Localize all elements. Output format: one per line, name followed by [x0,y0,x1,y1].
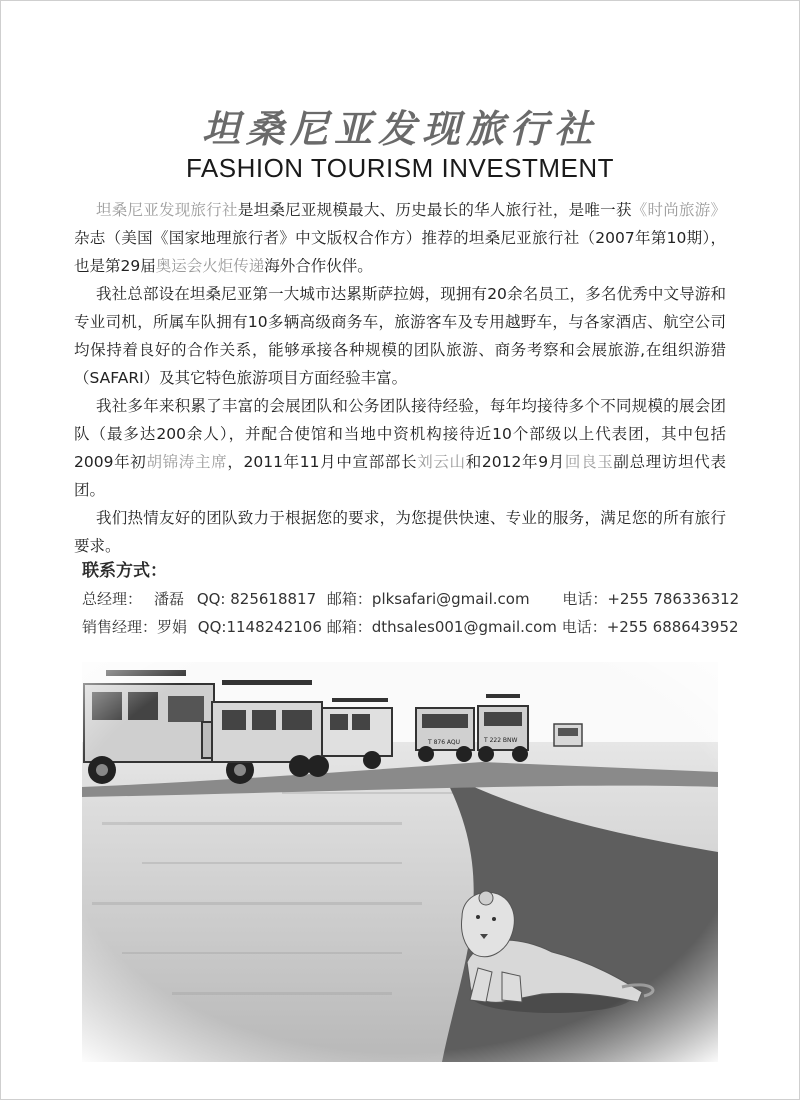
paragraph-headquarters: 我社总部设在坦桑尼亚第一大城市达累斯萨拉姆，现拥有20余名员工，多名优秀中文导游和专业司机，所属车队拥有10多辆高级商务车，旅游客车及专用越野车，与各家酒店、航空公司均保持着良好的合作关系，能够承接各种规模的团队旅游、商务考察和会展旅游,在组织游猎（SAFARI）及其它特色旅游项目方面经验丰富。 [74,285,726,387]
highlight-hu: 胡锦涛主席 [146,453,228,471]
paragraph-intro: 坦桑尼亚发现旅行社是坦桑尼亚规模最大、历史最长的华人旅行社，是唯一获《时尚旅游》杂志（美国《国家地理旅行者》中文版权合作方）推荐的坦桑尼亚旅行社（2007年第10期），也是第29届奥运会火炬传递海外合作伙伴。 [74,201,726,275]
highlight-liu: 刘云山 [417,453,466,471]
contact-name: 潘磊 [154,590,185,608]
magazine-name: 《时尚旅游》 [631,201,726,219]
contact-row-sales [82,616,739,637]
paragraph-service: 我们热情友好的团队致力于根据您的要求，为您提供快速、专业的服务，满足您的所有旅行要求。 [74,509,726,555]
contact-phone: 电话：+255 688643952 [561,618,739,636]
contact-role: 销售经理：罗娟 [82,618,188,636]
contact-email[interactable]: 邮箱：plksafari@gmail.com [326,590,530,608]
safari-photo [82,662,718,1062]
agency-name: 坦桑尼亚发现旅行社 [96,201,238,219]
contact-phone: 电话：+255 786336312 [562,590,740,608]
page-title: 坦桑尼亚发现旅行社 [201,106,598,151]
safari-photo-illustration [82,662,718,1062]
body-text [74,196,726,560]
olympic-torch: 奥运会火炬传递 [155,257,265,275]
contact-heading: 联系方式： [82,561,167,581]
contact-qq: QQ: 825618817 [196,590,317,608]
highlight-hui: 回良玉 [564,453,614,471]
contact-email[interactable]: 邮箱：dthsales001@gmail.com [326,618,557,636]
contact-role: 总经理： [82,590,143,608]
contact-qq: QQ:1148242106 [197,618,322,636]
contact-row-gm [82,588,739,609]
paragraph-experience: 我社多年来积累了丰富的会展团队和公务团队接待经验，每年均接待多个不同规模的展会团队（最多达200余人），并配合使馆和当地中资机构接待近10个部级以上代表团，其中包括2009年初胡锦涛主席，2011年11月中宣部部长刘云山和2012年9月回良玉副总理访坦代表团。 [74,397,726,499]
page-subtitle: FASHION TOURISM INVESTMENT [185,153,615,183]
